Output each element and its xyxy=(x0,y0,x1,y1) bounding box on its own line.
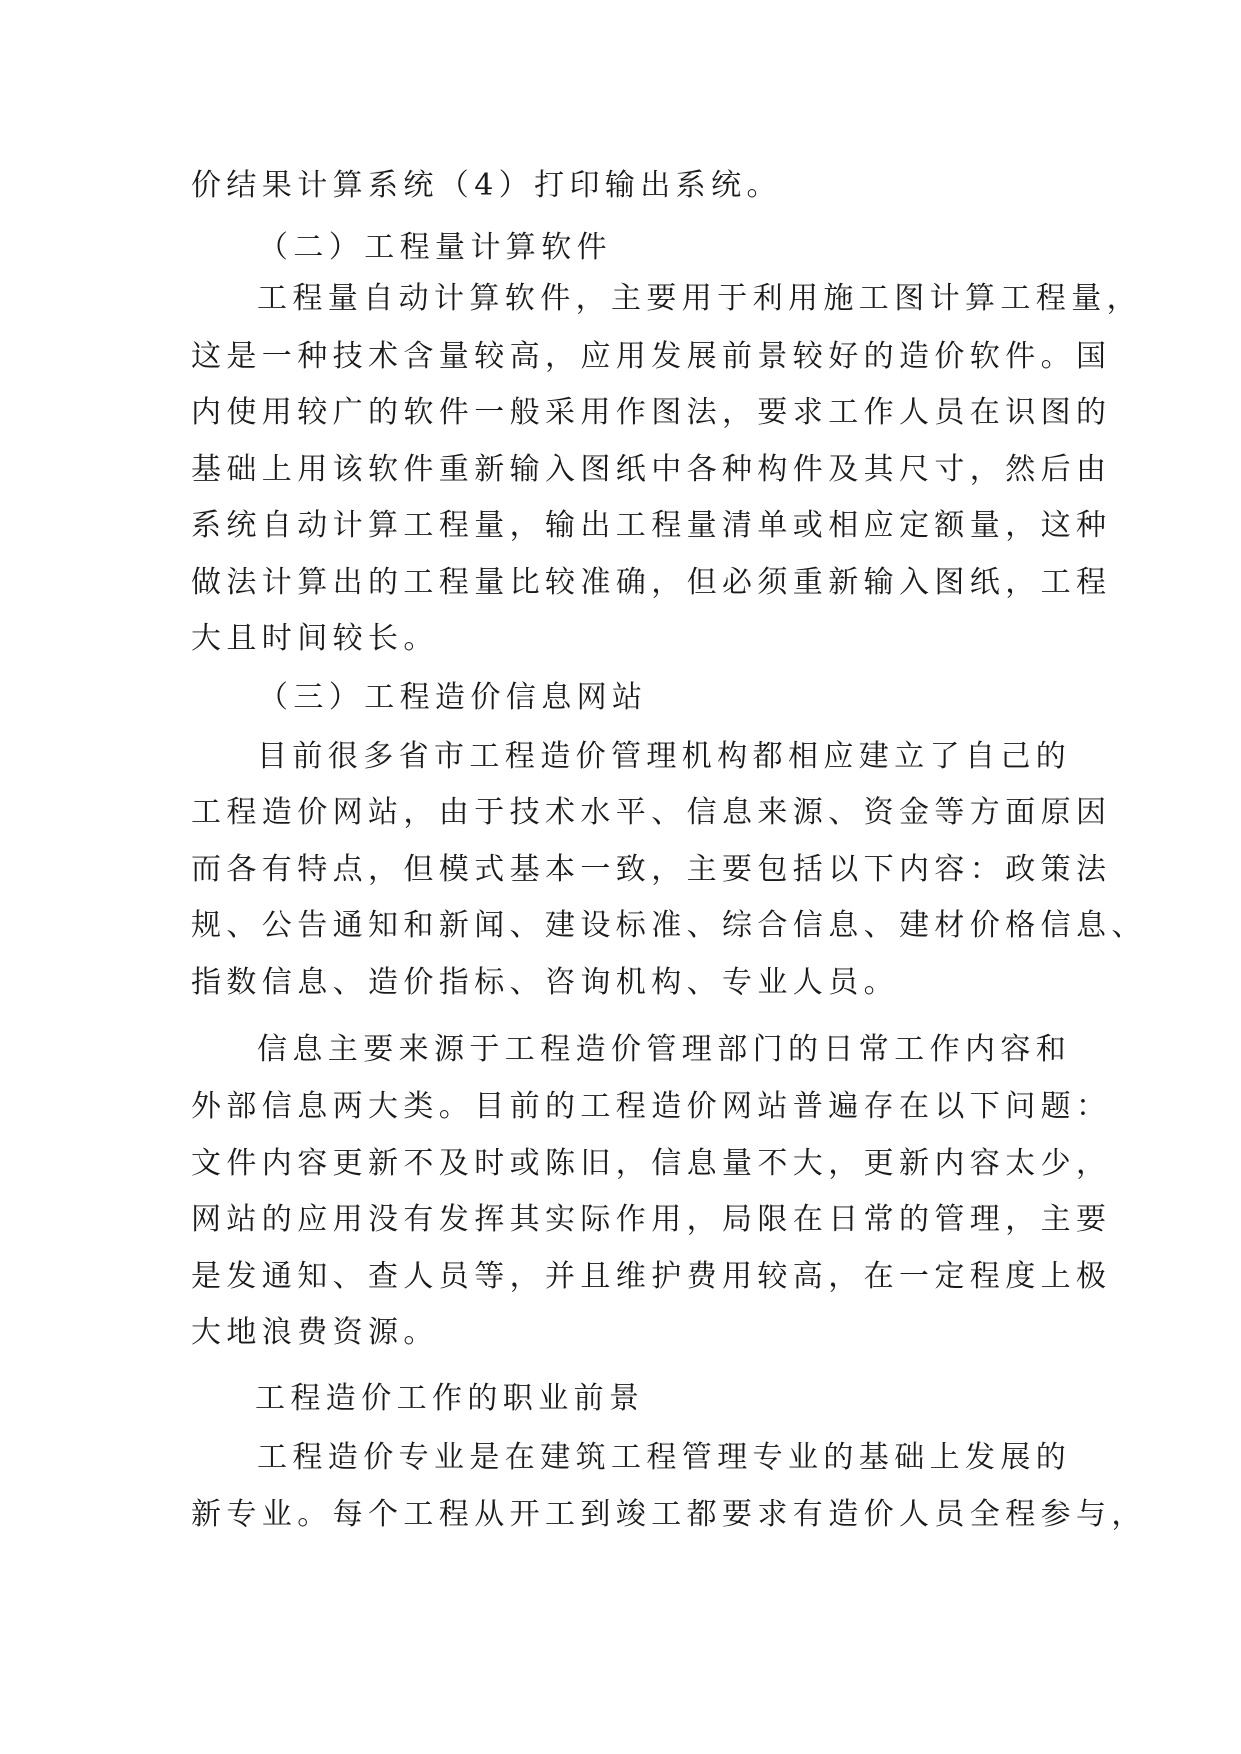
body-line: 工程造价网站，由于技术水平、信息来源、资金等方面原因 xyxy=(191,795,1112,830)
section-heading: （三）工程造价信息网站 xyxy=(258,680,648,715)
body-line: 规、公告通知和新闻、建设标准、综合信息、建材价格信息、 xyxy=(191,908,1147,943)
body-line: 而各有特点，但模式基本一致，主要包括以下内容：政策法 xyxy=(191,852,1112,887)
section-heading: 工程造价工作的职业前景 xyxy=(255,1381,645,1416)
body-line: 大且时间较长。 xyxy=(191,621,439,656)
body-line: 基础上用该软件重新输入图纸中各种构件及其尺寸，然后由 xyxy=(191,452,1112,487)
body-line: 工程造价专业是在建筑工程管理专业的基础上发展的 xyxy=(257,1440,1072,1475)
body-line: 做法计算出的工程量比较准确，但必须重新输入图纸，工程 xyxy=(191,565,1112,600)
body-line: 大地浪费资源。 xyxy=(191,1315,439,1350)
body-line: 网站的应用没有发挥其实际作用，局限在日常的管理，主要 xyxy=(191,1202,1112,1237)
body-line: 目前很多省市工程造价管理机构都相应建立了自己的 xyxy=(257,739,1072,774)
body-line: 信息主要来源于工程造价管理部门的日常工作内容和 xyxy=(257,1032,1072,1067)
body-line: 指数信息、造价指标、咨询机构、专业人员。 xyxy=(191,965,899,1000)
body-line: 系统自动计算工程量，输出工程量清单或相应定额量，这种 xyxy=(191,508,1112,543)
body-line: 内使用较广的软件一般采用作图法，要求工作人员在识图的 xyxy=(191,395,1112,430)
body-line: 外部信息两大类。目前的工程造价网站普遍存在以下问题： xyxy=(191,1089,1112,1124)
section-heading: （二）工程量计算软件 xyxy=(258,230,612,265)
body-line: 工程量自动计算软件，主要用于利用施工图计算工程量， xyxy=(257,281,1142,316)
body-line: 是发通知、查人员等，并且维护费用较高，在一定程度上极 xyxy=(191,1259,1112,1294)
body-line: 新专业。每个工程从开工到竣工都要求有造价人员全程参与， xyxy=(191,1497,1147,1532)
body-line: 价结果计算系统（4）打印输出系统。 xyxy=(191,168,782,203)
body-line: 这是一种技术含量较高，应用发展前景较好的造价软件。国 xyxy=(191,339,1112,374)
body-line: 文件内容更新不及时或陈旧，信息量不大，更新内容太少， xyxy=(191,1146,1112,1181)
